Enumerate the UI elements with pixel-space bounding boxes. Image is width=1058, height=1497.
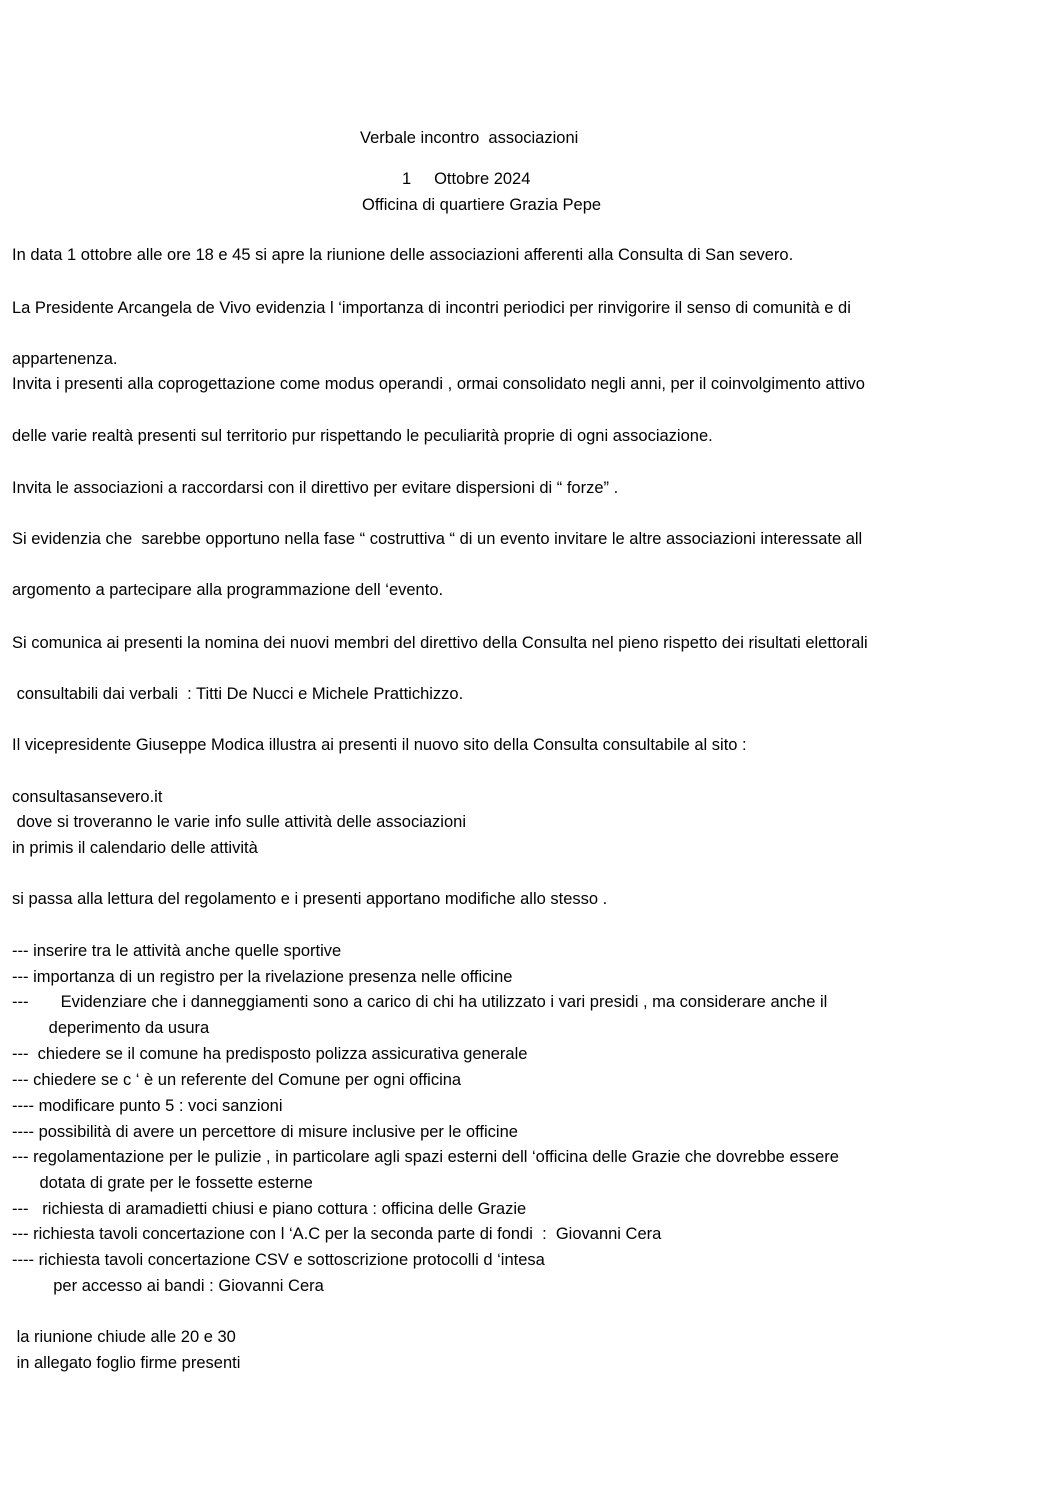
invite-paragraph-line-1: Invita i presenti alla coprogettazione come modus operandi , ormai consolidato negli anni, per il coinvolgimento attivo (12, 375, 865, 393)
closing-line-1: la riunione chiude alle 20 e 30 (12, 1328, 236, 1346)
closing-line-2: in allegato foglio firme presenti (12, 1354, 241, 1372)
list-item: --- chiedere se il comune ha predisposto polizza assicurativa generale (12, 1045, 528, 1063)
list-item: --- Evidenziare che i danneggiamenti sono a carico di chi ha utilizzato i vari presidi , ma considerare anche il (12, 993, 828, 1011)
vicepresident-paragraph: Il vicepresidente Giuseppe Modica illustra ai presenti il nuovo sito della Consulta consultabile al sito : (12, 736, 747, 754)
invite-paragraph-line-3: Invita le associazioni a raccordarsi con il direttivo per evitare dispersioni di “ forze” . (12, 479, 619, 497)
evidence-paragraph-line-2: argomento a partecipare alla programmazione dell ‘evento. (12, 581, 444, 599)
meeting-location: Officina di quartiere Grazia Pepe (362, 196, 602, 214)
invite-paragraph-line-2: delle varie realtà presenti sul territorio pur rispettando le peculiarità proprie di ogni associazione. (12, 427, 713, 445)
list-item: --- richiesta tavoli concertazione con l ‘A.C per la seconda parte di fondi : Giovanni Cera (12, 1225, 662, 1243)
list-item: deperimento da usura (12, 1019, 210, 1037)
meeting-date: 1 Ottobre 2024 (402, 170, 531, 188)
website-info-line-1: dove si troveranno le varie info sulle attività delle associazioni (12, 813, 466, 831)
nomina-paragraph-line-1: Si comunica ai presenti la nomina dei nuovi membri del direttivo della Consulta nel pieno rispetto dei risultati elettorali (12, 634, 868, 652)
list-item: ---- richiesta tavoli concertazione CSV e sottoscrizione protocolli d ‘intesa (12, 1251, 545, 1269)
list-item: dotata di grate per le fossette esterne (12, 1174, 313, 1192)
website-info-line-2: in primis il calendario delle attività (12, 839, 258, 857)
nomina-paragraph-line-2: consultabili dai verbali : Titti De Nucci e Michele Prattichizzo. (12, 685, 464, 703)
document-title: Verbale incontro associazioni (360, 129, 579, 147)
website-address: consultasansevero.it (12, 788, 163, 806)
list-item: ---- modificare punto 5 : voci sanzioni (12, 1097, 283, 1115)
list-item: --- regolamentazione per le pulizie , in particolare agli spazi esterni dell ‘officina delle Grazie che dovrebbe essere (12, 1148, 839, 1166)
president-paragraph-line-1: La Presidente Arcangela de Vivo evidenzia l ‘importanza di incontri periodici per rinvigorire il senso di comunità e di (12, 299, 851, 317)
list-item: per accesso ai bandi : Giovanni Cera (12, 1277, 324, 1295)
list-item: ---- possibilità di avere un percettore di misure inclusive per le officine (12, 1123, 518, 1141)
opening-paragraph: In data 1 ottobre alle ore 18 e 45 si apre la riunione delle associazioni afferenti alla Consulta di San severo. (12, 246, 794, 264)
list-item: --- inserire tra le attività anche quelle sportive (12, 942, 342, 960)
list-item: --- chiedere se c ‘ è un referente del Comune per ogni officina (12, 1071, 462, 1089)
list-item: --- importanza di un registro per la rivelazione presenza nelle officine (12, 968, 513, 986)
regolamento-paragraph: si passa alla lettura del regolamento e i presenti apportano modifiche allo stesso . (12, 890, 608, 908)
list-item: --- richiesta di aramadietti chiusi e piano cottura : officina delle Grazie (12, 1200, 527, 1218)
evidence-paragraph-line-1: Si evidenzia che sarebbe opportuno nella fase “ costruttiva “ di un evento invitare le altre associazioni interessate all (12, 530, 863, 548)
president-paragraph-line-2: appartenenza. (12, 350, 118, 368)
